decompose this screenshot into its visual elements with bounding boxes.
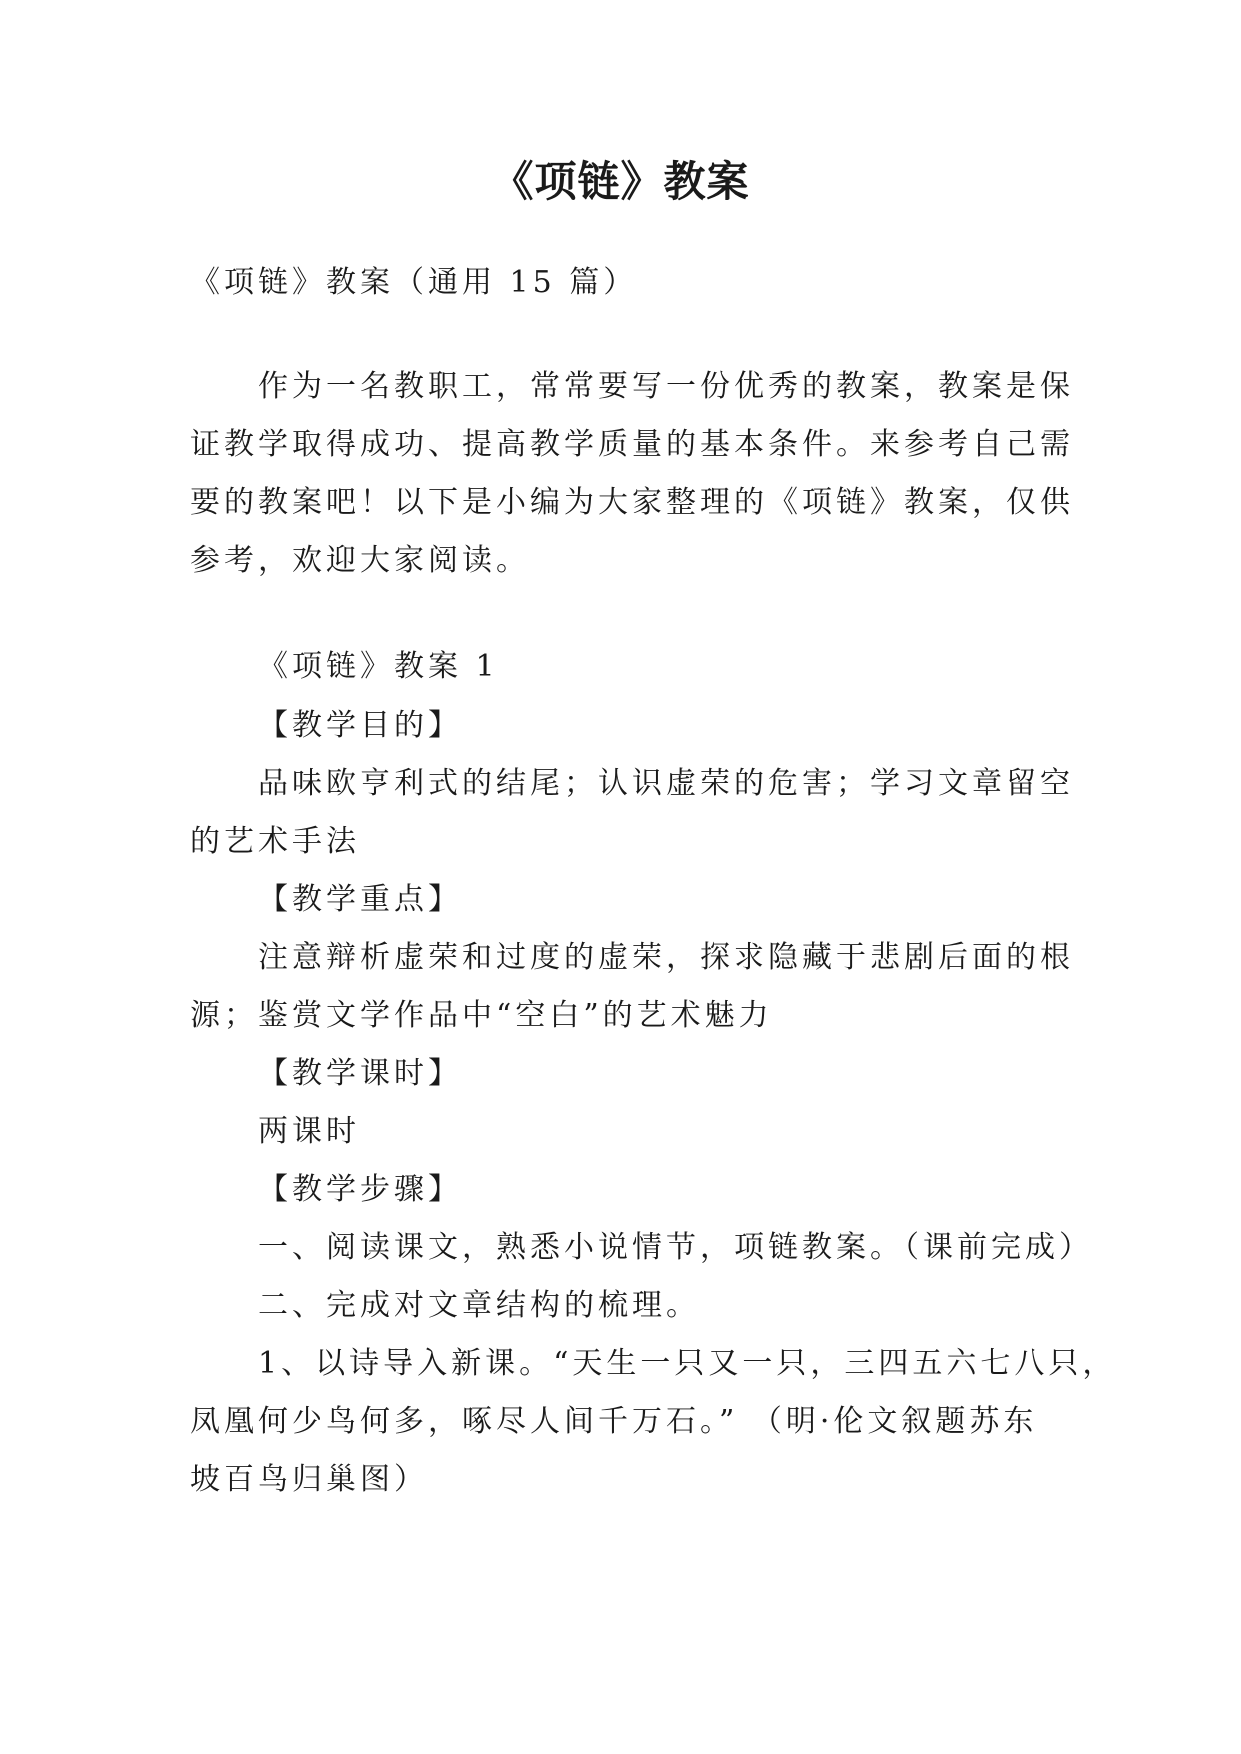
- key-heading: 【教学重点】: [258, 882, 462, 917]
- purpose-heading: 【教学目的】: [258, 708, 462, 743]
- key-line-2: 源；鉴赏文学作品中“空白”的艺术魅力: [190, 998, 773, 1033]
- hours-text: 两课时: [258, 1114, 360, 1149]
- intro-line-3: 要的教案吧！以下是小编为大家整理的《项链》教案，仅供: [190, 485, 1074, 520]
- poem-line-1: 1、以诗导入新课。“天生一只又一只，三四五六七八只，: [258, 1346, 1117, 1381]
- section-heading: 《项链》教案 1: [258, 649, 499, 684]
- steps-heading: 【教学步骤】: [258, 1172, 462, 1207]
- hours-heading: 【教学课时】: [258, 1056, 462, 1091]
- document-title: 《项链》教案: [491, 157, 750, 206]
- intro-line-2: 证教学取得成功、提高教学质量的基本条件。来参考自己需: [190, 427, 1074, 462]
- poem-line-3: 坡百鸟归巢图）: [190, 1462, 428, 1497]
- step-2: 二、完成对文章结构的梳理。: [258, 1288, 700, 1323]
- document-subtitle: 《项链》教案（通用 15 篇）: [190, 265, 638, 300]
- step-1: 一、阅读课文，熟悉小说情节，项链教案。（课前完成）: [258, 1230, 1093, 1265]
- intro-line-1: 作为一名教职工，常常要写一份优秀的教案，教案是保: [258, 369, 1074, 404]
- intro-line-4: 参考，欢迎大家阅读。: [190, 543, 530, 578]
- purpose-line-1: 品味欧亨利式的结尾；认识虚荣的危害；学习文章留空: [258, 766, 1074, 801]
- poem-line-2: 凤凰何少鸟何多，啄尽人间千万石。” （明·伦文叙题苏东: [190, 1404, 1038, 1439]
- key-line-1: 注意辩析虚荣和过度的虚荣，探求隐藏于悲剧后面的根: [258, 940, 1074, 975]
- purpose-line-2: 的艺术手法: [190, 824, 360, 859]
